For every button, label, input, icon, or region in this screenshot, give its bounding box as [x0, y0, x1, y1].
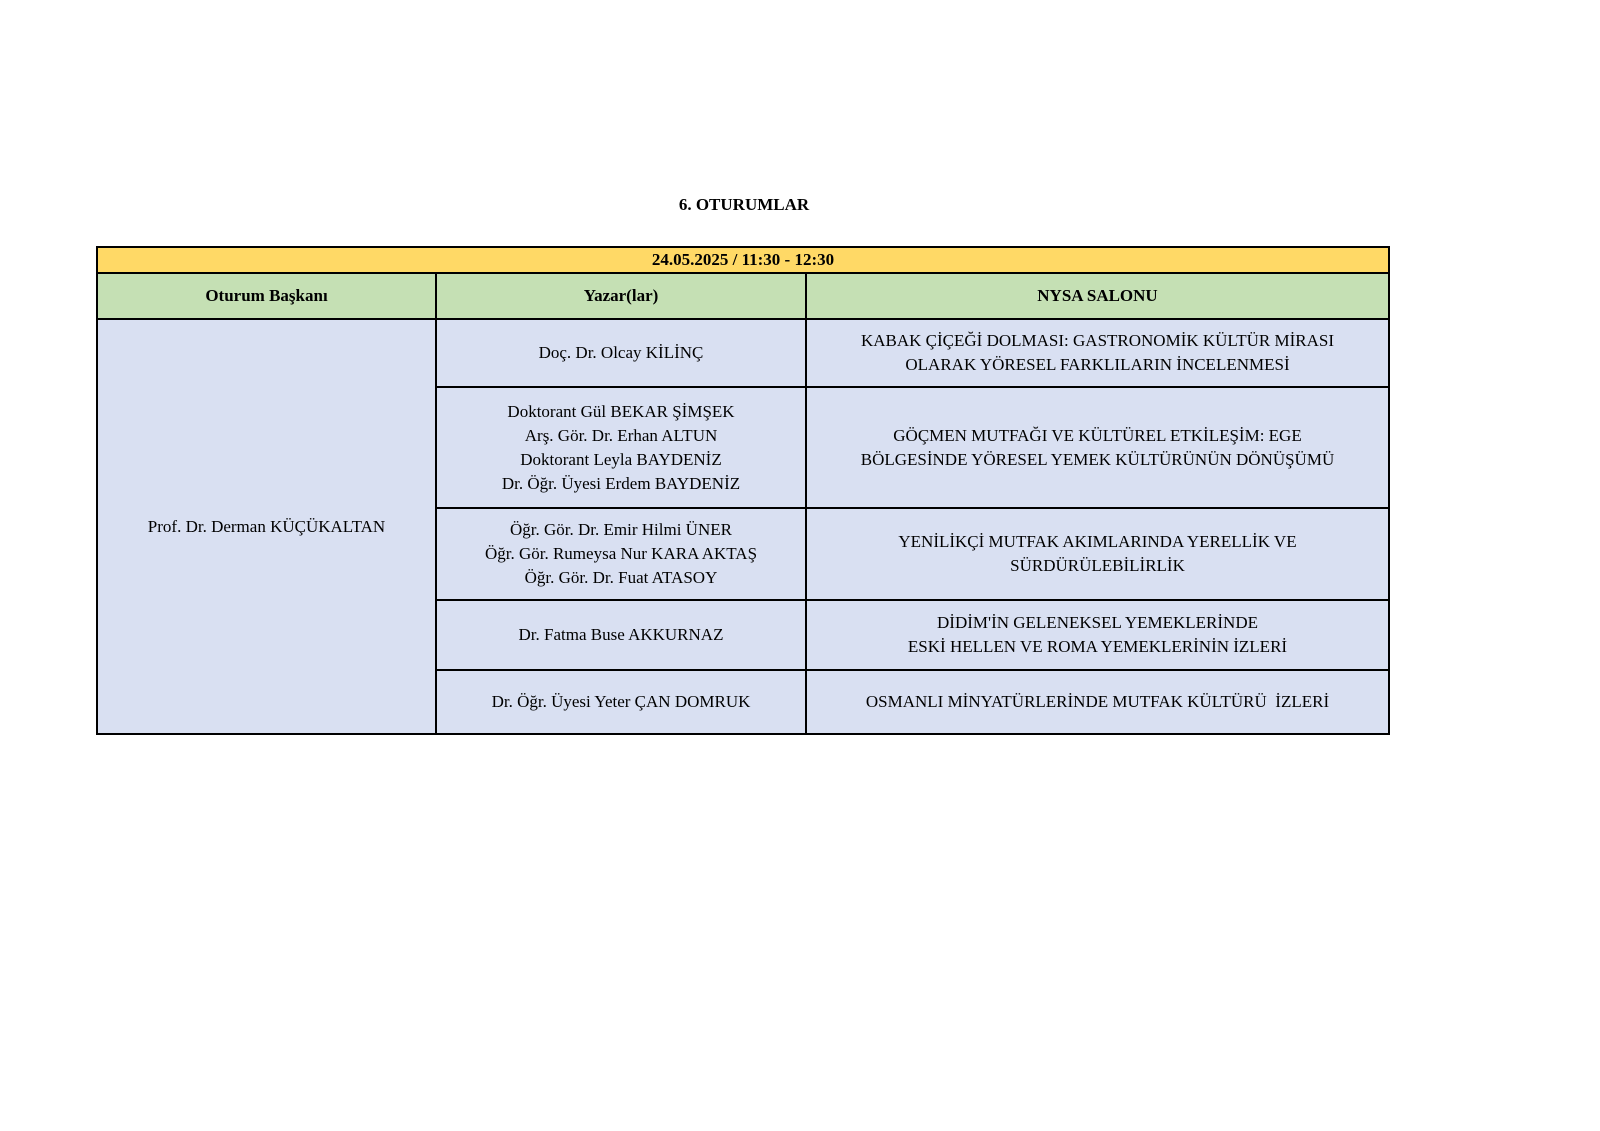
paper-title-line: ESKİ HELLEN VE ROMA YEMEKLERİNİN İZLERİ — [907, 637, 1288, 656]
page-title: 6. OTURUMLAR — [678, 195, 810, 214]
session-time-row — [97, 247, 1389, 273]
paper-title-line: KABAK ÇİÇEĞİ DOLMASI: GASTRONOMİK KÜLTÜR MİRASI — [860, 331, 1335, 350]
header-hall: NYSA SALONU — [806, 273, 1389, 319]
paper-title — [806, 387, 1389, 508]
paper-title — [806, 670, 1389, 734]
author-name: Doç. Dr. Olcay KİLİNÇ — [538, 343, 704, 362]
author-name: Doktorant Leyla BAYDENİZ — [520, 449, 722, 469]
author-name: Dr. Öğr. Üyesi Yeter ÇAN DOMRUK — [491, 692, 751, 711]
author-name: Öğr. Gör. Rumeysa Nur KARA AKTAŞ — [484, 544, 758, 563]
paper-title-line: GÖÇMEN MUTFAĞI VE KÜLTÜREL ETKİLEŞİM: EGE — [893, 425, 1302, 445]
paper-title — [806, 600, 1389, 670]
paper-authors — [436, 387, 806, 508]
table-header-row — [97, 273, 1389, 319]
paper-title-line: SÜRDÜRÜLEBİLİRLİK — [1010, 556, 1185, 575]
paper-title-line: YENİLİKÇİ MUTFAK AKIMLARINDA YERELLİK VE — [898, 532, 1297, 551]
paper-authors — [436, 508, 806, 600]
paper-title — [806, 319, 1389, 387]
author-name: Öğr. Gör. Dr. Fuat ATASOY — [524, 568, 718, 587]
paper-authors — [436, 670, 806, 734]
paper-authors — [436, 600, 806, 670]
session-chair: Prof. Dr. Derman KÜÇÜKALTAN — [97, 319, 436, 734]
session-table — [96, 246, 1390, 735]
table-row — [97, 319, 1389, 387]
header-chair: Oturum Başkanı — [97, 273, 436, 319]
header-authors: Yazar(lar) — [436, 273, 806, 319]
paper-title — [806, 508, 1389, 600]
author-name: Doktorant Gül BEKAR ŞİMŞEK — [507, 401, 735, 421]
author-name: Dr. Öğr. Üyesi Erdem BAYDENİZ — [501, 473, 741, 493]
paper-title-line: BÖLGESİNDE YÖRESEL YEMEK KÜLTÜRÜNÜN DÖNÜŞÜMÜ — [860, 449, 1335, 469]
paper-authors — [436, 319, 806, 387]
session-time: 24.05.2025 / 11:30 - 12:30 — [97, 247, 1389, 273]
author-name: Öğr. Gör. Dr. Emir Hilmi ÜNER — [510, 520, 732, 539]
paper-title-line: DİDİM'İN GELENEKSEL YEMEKLERİNDE — [937, 613, 1258, 632]
author-name: Dr. Fatma Buse AKKURNAZ — [518, 625, 724, 644]
author-name: Arş. Gör. Dr. Erhan ALTUN — [524, 425, 718, 445]
paper-title-line: OLARAK YÖRESEL FARKLILARIN İNCELENMESİ — [905, 355, 1290, 374]
paper-title-line: OSMANLI MİNYATÜRLERİNDE MUTFAK KÜLTÜRÜ İZLERİ — [865, 692, 1330, 711]
